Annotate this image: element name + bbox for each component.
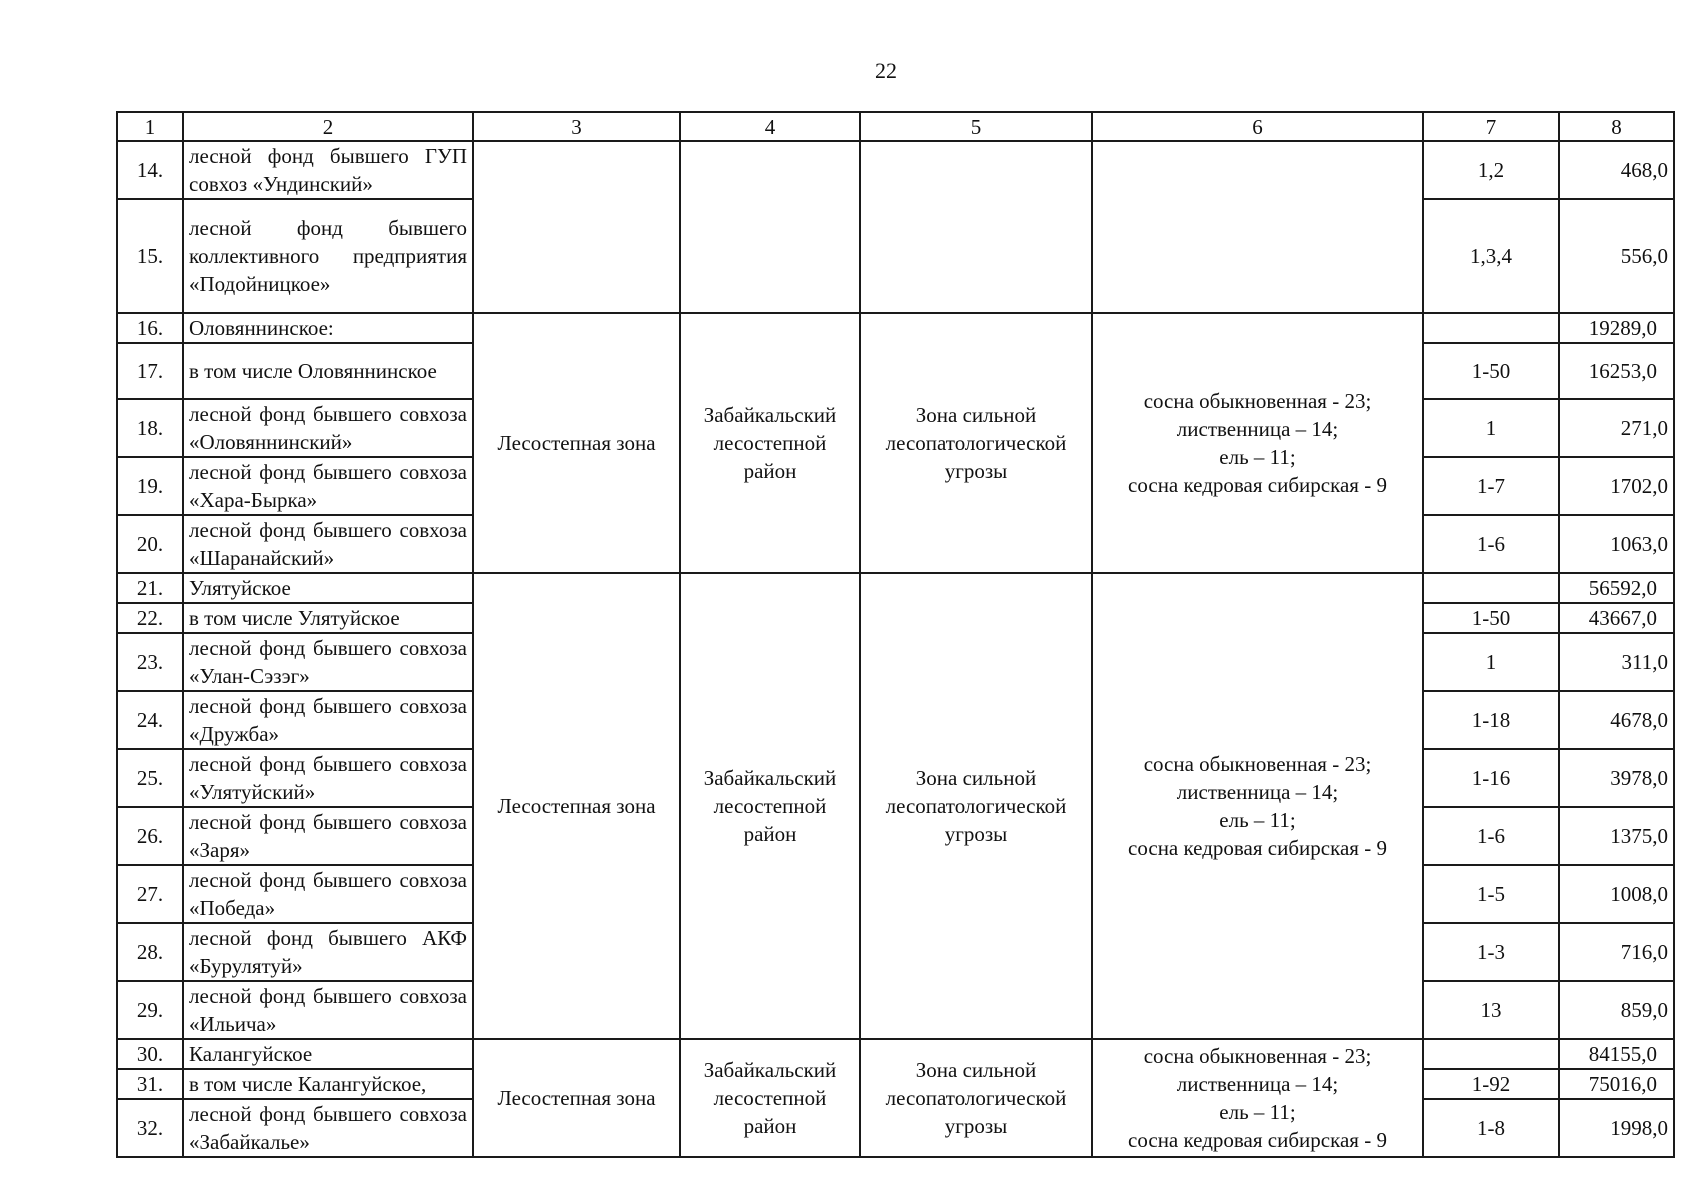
threat-cell (860, 313, 1092, 573)
row-number: 21. (117, 573, 183, 603)
area-cell: 19289,0 (1559, 313, 1674, 343)
table-row (117, 313, 1674, 343)
species-cell (1092, 313, 1423, 573)
table-row (117, 573, 1674, 603)
threat-line: Зона сильной (915, 766, 1037, 790)
col-header-1: 1 (117, 112, 183, 141)
district-line: Забайкальский (703, 1058, 837, 1082)
area-cell: 1375,0 (1559, 807, 1674, 865)
area-cell: 1008,0 (1559, 865, 1674, 923)
quarters-cell: 1,2 (1423, 141, 1559, 199)
row-number: 23. (117, 633, 183, 691)
threat-cell (860, 573, 1092, 1039)
district-cell (680, 573, 860, 1039)
threat-line: угрозы (944, 822, 1008, 846)
row-name: лесной фонд бывшего АКФ «Бурулятуй» (183, 923, 473, 981)
row-name: Оловяннинское: (183, 313, 473, 343)
threat-line: лесопатологической (885, 1086, 1067, 1110)
row-number: 18. (117, 399, 183, 457)
col-header-2: 2 (183, 112, 473, 141)
species-line: ель – 11; (1219, 808, 1296, 832)
row-name: лесной фонд бывшего совхоза «Шаранайский» (183, 515, 473, 573)
quarters-cell: 1-50 (1423, 603, 1559, 633)
district-line: район (743, 459, 797, 483)
row-number: 27. (117, 865, 183, 923)
area-cell: 1998,0 (1559, 1099, 1674, 1157)
area-cell: 1063,0 (1559, 515, 1674, 573)
row-number: 24. (117, 691, 183, 749)
row-name: лесной фонд бывшего совхоза «Ильича» (183, 981, 473, 1039)
quarters-cell: 1-6 (1423, 807, 1559, 865)
district-line: Забайкальский (703, 766, 837, 790)
species-line: сосна обыкновенная - 23; (1143, 752, 1372, 776)
row-number: 20. (117, 515, 183, 573)
quarters-cell: 1,3,4 (1423, 199, 1559, 313)
area-cell: 56592,0 (1559, 573, 1674, 603)
species-line: сосна кедровая сибирская - 9 (1128, 836, 1387, 860)
quarters-cell: 1-7 (1423, 457, 1559, 515)
quarters-cell: 1-50 (1423, 343, 1559, 399)
area-cell: 75016,0 (1559, 1069, 1674, 1099)
area-cell: 859,0 (1559, 981, 1674, 1039)
row-name: лесной фонд бывшего ГУП совхоз «Ундинский» (183, 141, 473, 199)
threat-line: лесопатологической (885, 794, 1067, 818)
row-number: 17. (117, 343, 183, 399)
row-number: 28. (117, 923, 183, 981)
district-line: лесостепной (713, 794, 827, 818)
threat-cell (860, 1039, 1092, 1157)
district-cell (680, 313, 860, 573)
quarters-cell: 1-16 (1423, 749, 1559, 807)
species-line: сосна обыкновенная - 23; (1143, 1044, 1372, 1068)
threat-line: Зона сильной (915, 1058, 1037, 1082)
area-cell: 468,0 (1559, 141, 1674, 199)
quarters-cell: 1-92 (1423, 1069, 1559, 1099)
zone-cell: Лесостепная зона (473, 1039, 680, 1157)
row-name: лесной фонд бывшего совхоза «Заря» (183, 807, 473, 865)
header-row (117, 112, 1674, 141)
area-cell: 43667,0 (1559, 603, 1674, 633)
area-cell: 716,0 (1559, 923, 1674, 981)
quarters-cell: 1 (1423, 633, 1559, 691)
quarters-cell: 1-8 (1423, 1099, 1559, 1157)
species-line: лиственница – 14; (1176, 1072, 1339, 1096)
quarters-cell (1423, 313, 1559, 343)
area-cell: 16253,0 (1559, 343, 1674, 399)
col-header-8: 8 (1559, 112, 1674, 141)
row-name: Калангуйское (183, 1039, 473, 1069)
species-line: лиственница – 14; (1176, 780, 1339, 804)
quarters-cell: 1-6 (1423, 515, 1559, 573)
row-name: в том числе Оловяннинское (183, 343, 473, 399)
row-number: 32. (117, 1099, 183, 1157)
quarters-cell: 1-18 (1423, 691, 1559, 749)
district-line: лесостепной (713, 431, 827, 455)
row-number: 19. (117, 457, 183, 515)
district-line: район (743, 1114, 797, 1138)
row-name: лесной фонд бывшего совхоза «Хара-Бырка» (183, 457, 473, 515)
district-cell (680, 1039, 860, 1157)
quarters-cell: 1-3 (1423, 923, 1559, 981)
col-header-5: 5 (860, 112, 1092, 141)
area-cell: 271,0 (1559, 399, 1674, 457)
area-cell: 556,0 (1559, 199, 1674, 313)
row-name: лесной фонд бывшего совхоза «Оловяннинский» (183, 399, 473, 457)
empty-cell (1092, 141, 1423, 313)
empty-cell (473, 141, 680, 313)
forest-table (116, 111, 1675, 1158)
row-number: 26. (117, 807, 183, 865)
threat-line: угрозы (944, 1114, 1008, 1138)
col-header-7: 7 (1423, 112, 1559, 141)
row-number: 16. (117, 313, 183, 343)
zone-cell: Лесостепная зона (473, 573, 680, 1039)
row-name: Улятуйское (183, 573, 473, 603)
species-cell (1092, 1039, 1423, 1157)
row-number: 22. (117, 603, 183, 633)
district-line: Забайкальский (703, 403, 837, 427)
table-row (117, 141, 1674, 199)
row-number: 14. (117, 141, 183, 199)
row-number: 31. (117, 1069, 183, 1099)
quarters-cell (1423, 1039, 1559, 1069)
threat-line: угрозы (944, 459, 1008, 483)
threat-line: лесопатологической (885, 431, 1067, 455)
quarters-cell: 1-5 (1423, 865, 1559, 923)
species-line: сосна кедровая сибирская - 9 (1128, 1128, 1387, 1152)
col-header-4: 4 (680, 112, 860, 141)
quarters-cell (1423, 573, 1559, 603)
area-cell: 84155,0 (1559, 1039, 1674, 1069)
row-number: 29. (117, 981, 183, 1039)
species-line: ель – 11; (1219, 1100, 1296, 1124)
district-line: район (743, 822, 797, 846)
col-header-6: 6 (1092, 112, 1423, 141)
row-name: в том числе Улятуйское (183, 603, 473, 633)
row-number: 30. (117, 1039, 183, 1069)
row-name: лесной фонд бывшего совхоза «Забайкалье» (183, 1099, 473, 1157)
empty-cell (680, 141, 860, 313)
species-line: сосна обыкновенная - 23; (1143, 389, 1372, 413)
row-number: 15. (117, 199, 183, 313)
species-line: ель – 11; (1219, 445, 1296, 469)
species-line: сосна кедровая сибирская - 9 (1128, 473, 1387, 497)
area-cell: 311,0 (1559, 633, 1674, 691)
col-header-3: 3 (473, 112, 680, 141)
threat-line: Зона сильной (915, 403, 1037, 427)
zone-cell: Лесостепная зона (473, 313, 680, 573)
district-line: лесостепной (713, 1086, 827, 1110)
row-name: в том числе Калангуйское, (183, 1069, 473, 1099)
area-cell: 4678,0 (1559, 691, 1674, 749)
row-name: лесной фонд бывшего совхоза «Победа» (183, 865, 473, 923)
area-cell: 3978,0 (1559, 749, 1674, 807)
species-cell (1092, 573, 1423, 1039)
species-line: лиственница – 14; (1176, 417, 1339, 441)
row-name: лесной фонд бывшего совхоза «Улан-Сэзэг» (183, 633, 473, 691)
page-number: 22 (875, 58, 897, 83)
area-cell: 1702,0 (1559, 457, 1674, 515)
quarters-cell: 13 (1423, 981, 1559, 1039)
row-number: 25. (117, 749, 183, 807)
quarters-cell: 1 (1423, 399, 1559, 457)
table-row (117, 1039, 1674, 1069)
row-name: лесной фонд бывшего совхоза «Улятуйский» (183, 749, 473, 807)
row-name: лесной фонд бывшего совхоза «Дружба» (183, 691, 473, 749)
row-name: лесной фонд бывшего коллективного предприятия «Подойницкое» (183, 199, 473, 313)
empty-cell (860, 141, 1092, 313)
